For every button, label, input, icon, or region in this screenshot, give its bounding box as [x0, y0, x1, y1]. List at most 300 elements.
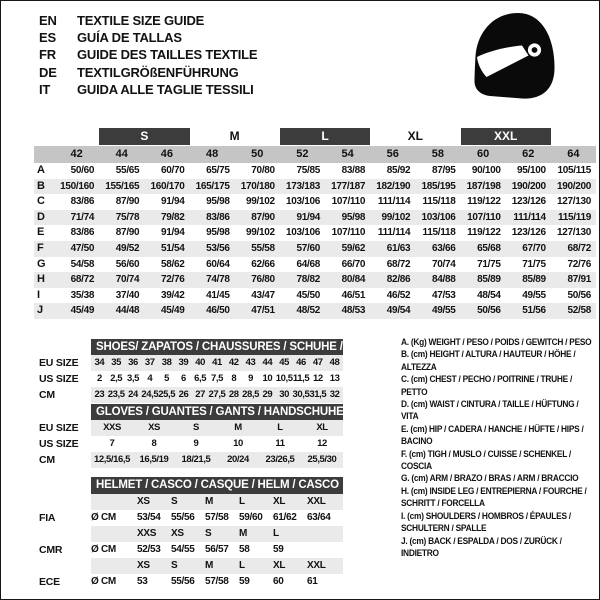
language-code: IT [39, 81, 51, 97]
helmet-size-cell: XS [137, 496, 150, 507]
helmet-size-cell: L [273, 528, 279, 539]
measurement-cell: 76/80 [251, 274, 275, 286]
value-cell: 23,5 [107, 389, 125, 400]
measurement-cell: 53/56 [206, 242, 230, 254]
measurement-cell: 111/114 [377, 227, 411, 239]
value-cell: 48 [329, 357, 340, 368]
sizes-cells [91, 558, 343, 574]
measurement-cell: 70/74 [115, 274, 140, 286]
measurement-cell: 74/78 [206, 274, 230, 286]
legend-item: E. (cm) HIP / CADERA / HANCHE / HÜFTE / HIPS / BACINO [401, 423, 584, 448]
unit-spacer [91, 494, 137, 510]
measurement-cell: 49/55 [522, 289, 546, 301]
measurement-cell: 62/66 [251, 258, 275, 270]
circumference-cell: 53/54 [137, 512, 161, 523]
measurement-cell: 107/110 [331, 196, 366, 208]
value-cell: 39 [178, 357, 189, 368]
value-cell: 35 [111, 357, 122, 368]
helmet-size-cell: XXL [307, 496, 326, 507]
helmet-size-cell: XS [171, 528, 184, 539]
measurement-cell: 187/198 [466, 180, 501, 192]
value-cell: 3,5 [126, 373, 139, 384]
measurement-cell: 85/89 [477, 274, 501, 286]
measurement-cell: 99/102 [381, 211, 411, 223]
size-number-cell: 54 [341, 148, 354, 160]
value-cell: XXS [103, 422, 121, 433]
sub-row-us-size [35, 371, 343, 387]
measurement-cell: 84/88 [431, 274, 456, 286]
measurement-cell: 50/56 [567, 289, 591, 301]
legend-item: F. (cm) TIGH / MUSLO / CUISSE / SCHENKEL / COSCIA [401, 448, 571, 473]
measurement-row-i [34, 288, 596, 304]
value-cell: 42 [228, 357, 239, 368]
measurement-cell: 46/50 [206, 305, 230, 317]
language-label: GUÍA DE TALLAS [77, 30, 182, 46]
language-row [39, 81, 257, 98]
standard-cells [91, 510, 343, 526]
legend-item: D. (cm) WAIST / CINTURA / TAILLE / HÜFTUNG / VITA [401, 399, 579, 423]
measurement-cell: 99/102 [246, 227, 275, 239]
measurement-cell: 85/89 [522, 274, 546, 286]
circumference-cell: 59 [239, 576, 250, 587]
measurement-cell: 87/90 [251, 211, 275, 223]
row-cells [91, 452, 343, 468]
measurement-cell: 35/38 [70, 289, 95, 301]
row-label: EU SIZE [39, 357, 79, 369]
value-cell: 2,5 [110, 373, 123, 384]
measurement-cell: 177/187 [331, 180, 366, 192]
value-cell: 45 [279, 357, 290, 368]
standard-label: CMR [39, 544, 63, 556]
measurement-cell: 50/56 [477, 305, 501, 317]
measurement-row-d [34, 210, 596, 226]
row-label: CM [39, 454, 55, 466]
measurement-cell: 63/66 [431, 242, 456, 254]
value-cell: 4 [147, 373, 153, 384]
value-cell: 41 [212, 357, 222, 368]
measurement-cell: 51/54 [160, 242, 185, 254]
measurement-cell: 55/58 [251, 242, 275, 254]
measurement-cell: 107/110 [467, 211, 501, 223]
measurement-cell: 190/200 [511, 180, 546, 192]
size-number-cell: 64 [567, 148, 580, 160]
measurement-cell: 57/60 [296, 242, 320, 254]
value-cell: 29 [262, 389, 273, 400]
size-number-cell: 48 [205, 148, 219, 160]
language-label: GUIDA ALLE TAGLIE TESSILI [77, 81, 254, 97]
value-cell: L [277, 422, 283, 433]
sizes-cells [91, 494, 343, 510]
value-cell: 10,5 [275, 373, 293, 384]
legend-item: G. (cm) ARM / BRAZO / BRAS / ARM / BRACCIO [401, 473, 579, 485]
size-group-xxl: XXL [461, 128, 551, 145]
helmet-section [35, 477, 343, 590]
measurement-cell: 66/70 [341, 258, 366, 270]
measurement-cell: 91/94 [160, 196, 185, 208]
value-cell: 30,5 [292, 389, 310, 400]
value-cell: 18/21,5 [181, 454, 211, 465]
measurement-cell: 54/58 [70, 258, 95, 270]
legend-item: B. (cm) HEIGHT / ALTURA / HAUTEUR / HÖHE / ALTEZZA [401, 349, 576, 373]
measurement-cell: 44/48 [115, 305, 140, 317]
row-cells [91, 355, 343, 371]
helmet-sizes-row [35, 526, 343, 542]
size-number-cell: 50 [251, 148, 264, 160]
measurement-cell: 83/88 [341, 165, 366, 176]
circumference-cell: 55/56 [171, 512, 195, 523]
value-cell: 47 [312, 357, 323, 368]
measurement-cell: 83/86 [206, 211, 230, 223]
size-number-cell: 60 [476, 148, 490, 160]
value-cell: 12 [317, 438, 327, 449]
gloves-section [35, 404, 396, 468]
value-cell: 6,5 [194, 373, 207, 384]
measurement-row-a [34, 163, 596, 179]
measurement-cell: 65/75 [206, 165, 230, 176]
measurement-row-g [34, 257, 596, 273]
value-cell: 36 [128, 357, 138, 368]
size-number-cell: 58 [431, 148, 445, 160]
measurement-cell: 71/75 [477, 258, 501, 270]
helmet-size-cell: M [239, 528, 248, 539]
helmet-size-cell [307, 526, 341, 542]
measurement-row-f [34, 241, 596, 257]
value-cell: 7,5 [210, 373, 223, 384]
measurement-cell: 87/90 [115, 196, 140, 208]
language-row [39, 12, 257, 29]
value-cell: 28,5 [242, 389, 260, 400]
measurement-cell: 70/74 [431, 258, 456, 270]
measurement-cell: 83/86 [70, 196, 95, 208]
row-letter: C [37, 195, 45, 208]
measurement-row-b [34, 179, 596, 195]
circumference-cell: 61/62 [273, 512, 297, 523]
value-cell: 43 [245, 357, 256, 368]
measurement-cell: 95/98 [206, 196, 230, 208]
measurement-cell: 52/58 [567, 305, 591, 317]
measurement-cell: 123/126 [511, 227, 546, 239]
measurement-cell: 47/51 [251, 305, 275, 317]
value-cell: 12 [312, 373, 323, 384]
helmet-size-cell: M [205, 496, 214, 507]
circumference-cell: 58 [239, 544, 250, 555]
row-cells [91, 420, 343, 436]
circumference-cell: 52/53 [137, 544, 161, 555]
measurement-cell: 64/68 [296, 258, 320, 270]
measurement-cell: 58/62 [160, 258, 185, 270]
measurement-cell: 48/53 [341, 305, 366, 317]
sub-row-cm [35, 452, 343, 468]
value-cell: 8 [231, 373, 237, 384]
helmet-table [35, 494, 343, 590]
row-label [35, 558, 91, 574]
value-cell: 25,5/30 [307, 454, 337, 465]
helmet-sizes-row [35, 558, 343, 574]
measurement-cell: 91/94 [296, 211, 320, 223]
measurement-cell: 47/50 [70, 242, 95, 254]
standard-label: ECE [39, 576, 60, 588]
value-cell: XS [148, 422, 160, 433]
measurement-cell: 127/130 [556, 227, 591, 239]
value-cell: 24,5 [141, 389, 159, 400]
measurement-cell: 56/60 [115, 258, 140, 270]
row-label [35, 494, 91, 510]
circumference-cell: 60 [273, 576, 284, 587]
sizes-cells [91, 526, 343, 542]
measurement-cell: 160/170 [150, 180, 185, 192]
row-letter: E [37, 226, 45, 239]
measurement-cell: 49/52 [115, 242, 140, 254]
value-cell: 30 [279, 389, 290, 400]
value-cell: 28 [228, 389, 239, 400]
language-row [39, 64, 257, 81]
row-letter: I [37, 288, 41, 301]
measurement-cell: 47/53 [431, 289, 456, 301]
row-cells [91, 387, 343, 403]
measurement-row-c [34, 194, 596, 210]
measurement-cell: 119/122 [467, 196, 501, 208]
measurement-cell: 50/60 [70, 165, 95, 176]
unit-spacer [91, 526, 137, 542]
measurement-cell: 49/54 [386, 305, 411, 317]
measurement-cell: 68/72 [386, 258, 411, 270]
shoes-section [35, 339, 393, 403]
measurement-legend [401, 337, 596, 560]
measurement-cell: 190/200 [556, 180, 591, 192]
value-cell: 23/26,5 [265, 454, 295, 465]
circumference-cell: 63/64 [307, 512, 331, 523]
measurement-cell: 91/94 [160, 227, 185, 239]
row-cells [91, 371, 343, 387]
measurement-cell: 78/82 [296, 274, 320, 286]
row-letter: J [37, 304, 44, 317]
size-group-m: M [229, 129, 240, 143]
measurement-cell: 115/118 [422, 196, 456, 208]
standard-cells [91, 542, 343, 558]
measurement-cell: 119/122 [467, 227, 501, 239]
measurement-cell: 170/180 [240, 180, 275, 192]
measurement-cell: 107/110 [331, 227, 366, 239]
gloves-table [35, 420, 343, 468]
helmet-size-cell: XS [137, 560, 150, 571]
helmet-size-cell: XXS [137, 528, 157, 539]
circumference-cell: 59 [273, 544, 284, 555]
measurement-cell: 87/95 [431, 165, 456, 176]
helmet-title-bar: HELMET / CASCO / CASQUE / HELM / CASCO [91, 477, 343, 494]
measurement-cell: 111/114 [513, 211, 546, 223]
measurement-cell: 95/98 [206, 227, 230, 239]
measurement-cell: 48/52 [296, 305, 320, 317]
helmet-standard-row-cmr [35, 542, 343, 558]
language-row [39, 29, 257, 46]
measurement-cell: 103/106 [421, 211, 456, 223]
measurement-cell: 46/51 [341, 289, 366, 301]
language-row [39, 46, 257, 63]
value-cell: 32 [329, 389, 340, 400]
legend-item: I. (cm) SHOULDERS / HOMBROS / ÉPAULES / SCHULTERN / SPALLE [401, 510, 571, 535]
circumference-cell: 57/58 [205, 576, 229, 587]
value-cell: S [193, 422, 199, 433]
size-number-cell: 44 [115, 148, 128, 160]
measurement-cell: 79/82 [160, 211, 185, 223]
value-cell: 10 [233, 438, 243, 449]
circumference-cell: 59/60 [239, 512, 263, 523]
sub-row-cm [35, 387, 343, 403]
measurement-cell: 111/114 [377, 196, 411, 208]
row-letter: D [37, 210, 45, 223]
measurement-cell: 72/76 [160, 274, 185, 286]
measurement-cell: 61/63 [386, 242, 411, 254]
measurement-cell: 83/86 [70, 227, 95, 239]
value-cell: 11 [275, 438, 285, 449]
measurement-cell: 70/80 [251, 165, 275, 176]
measurement-cell: 51/56 [522, 305, 546, 317]
language-code: EN [39, 13, 57, 28]
measurement-cell: 165/175 [195, 180, 230, 192]
sub-row-eu-size [35, 355, 343, 371]
circumference-cell: 55/56 [171, 576, 195, 587]
language-code: DE [39, 64, 57, 80]
legend-item: A. (Kg) WEIGHT / PESO / POIDS / GEWITCH / PESO [401, 337, 592, 348]
value-cell: 25,5 [158, 389, 176, 400]
value-cell: 20/24 [227, 454, 249, 465]
row-cells [91, 436, 343, 452]
language-label: TEXTILE SIZE GUIDE [77, 13, 205, 28]
value-cell: 46 [296, 357, 306, 368]
value-cell: 27 [195, 389, 206, 400]
legend-item: H. (cm) INSIDE LEG / ENTREPIERNA / FOURCHE / SCHRITT / FORCELLA [401, 485, 587, 510]
measurement-cell: 48/54 [477, 289, 501, 301]
visor-pivot-dot [532, 47, 538, 53]
size-group-l: L [280, 128, 370, 145]
row-letter: H [37, 273, 45, 286]
helmet-size-cell: XL [273, 496, 286, 507]
measurement-cell: 68/72 [70, 274, 95, 286]
circumference-cell: 54/55 [171, 544, 195, 555]
measurement-cell: 99/102 [246, 196, 275, 208]
measurement-cell: 71/75 [522, 258, 546, 270]
size-number-cell: 46 [160, 148, 174, 160]
helmet-size-cell: L [239, 560, 245, 571]
measurement-cell: 95/98 [341, 211, 366, 223]
size-group-row [34, 128, 596, 145]
measurement-cell: 45/50 [296, 289, 320, 301]
measurement-cell: 150/160 [60, 180, 95, 192]
corner-cell [34, 146, 54, 163]
row-label: US SIZE [39, 373, 79, 385]
legend-item: C. (cm) CHEST / PECHO / POITRINE / TRUHE / PETTO [401, 374, 573, 398]
row-label: EU SIZE [39, 422, 79, 434]
unit-cell: Ø CM [91, 576, 116, 587]
value-cell: 37 [144, 357, 155, 368]
value-cell: 12,5/16,5 [93, 454, 131, 465]
measurement-cell: 87/91 [567, 274, 591, 286]
value-cell: 31,5 [309, 389, 327, 400]
size-number-cell: 56 [386, 148, 399, 160]
value-cell: 9 [193, 438, 199, 449]
value-cell: 24 [128, 389, 138, 400]
measurement-cell: 55/65 [115, 165, 140, 176]
measurement-cell: 155/165 [105, 180, 140, 192]
measurement-cell: 67/70 [522, 242, 546, 254]
measurement-cell: 75/85 [296, 165, 320, 176]
value-cell: 27,5 [208, 389, 226, 400]
measurement-cell: 85/92 [386, 165, 411, 176]
value-cell: 9 [248, 373, 254, 384]
helmet-size-cell: S [171, 560, 178, 571]
measurement-cell: 68/72 [567, 242, 591, 254]
helmet-size-cell: M [205, 560, 214, 571]
shoes-title-bar: SHOES/ ZAPATOS / CHAUSSURES / SCHUHE / SCARPE [91, 339, 343, 355]
size-group-xl: XL [407, 129, 423, 143]
value-cell: 16,5/19 [139, 454, 169, 465]
measurement-cell: 103/106 [285, 227, 320, 239]
measurement-cell: 95/100 [517, 165, 546, 176]
size-number-row [34, 146, 596, 163]
measurement-cell: 90/100 [471, 165, 501, 176]
language-label: GUIDE DES TAILLES TEXTILE [77, 47, 258, 63]
measurement-cell: 115/119 [558, 211, 591, 223]
row-letter: A [37, 164, 45, 176]
standard-label: FIA [39, 512, 56, 524]
row-letter: F [37, 241, 44, 254]
measurement-cell: 115/118 [422, 227, 456, 239]
unit-cell: Ø CM [91, 512, 116, 523]
helmet-standard-row-ece [35, 574, 343, 590]
measurement-cell: 60/70 [160, 165, 185, 176]
value-cell: 23 [94, 389, 105, 400]
language-list [39, 12, 257, 98]
measurement-cell: 60/64 [206, 258, 230, 270]
helmet-icon [461, 6, 567, 106]
measurement-cell: 49/55 [431, 305, 456, 317]
size-group-s: S [99, 128, 189, 145]
measurement-cell: 185/195 [421, 180, 456, 192]
value-cell: 5 [164, 373, 170, 384]
unit-cell: Ø CM [91, 544, 116, 555]
sub-row-us-size [35, 436, 343, 452]
row-label: CM [39, 389, 55, 401]
circumference-cell: 53 [137, 576, 148, 587]
measurement-cell: 80/84 [341, 274, 366, 286]
value-cell: 38 [161, 357, 172, 368]
measurement-cell: 37/40 [115, 289, 140, 301]
size-number-cell: 42 [70, 148, 83, 160]
value-cell: 26 [178, 389, 189, 400]
measurement-cell: 41/45 [206, 289, 230, 301]
circumference-cell [307, 542, 341, 558]
measurement-row-e [34, 225, 596, 241]
unit-spacer [91, 558, 137, 574]
helmet-size-cell: S [205, 528, 212, 539]
helmet-size-cell: XXL [307, 560, 326, 571]
circumference-cell: 61 [307, 576, 318, 587]
value-cell: M [234, 422, 242, 433]
helmet-size-cell: XL [273, 560, 286, 571]
value-cell: 40 [195, 357, 206, 368]
language-code: ES [39, 30, 56, 46]
value-cell: 11,5 [292, 373, 310, 384]
measurement-cell: 123/126 [511, 196, 546, 208]
helmet-sizes-row [35, 494, 343, 510]
circumference-cell: 56/57 [205, 544, 229, 555]
helmet-size-cell: L [239, 496, 245, 507]
measurement-cell: 71/74 [70, 211, 95, 223]
measurement-cell: 87/90 [115, 227, 140, 239]
measurement-cell: 75/78 [115, 211, 140, 223]
language-code: FR [39, 47, 56, 63]
measurement-cell: 59/62 [341, 242, 366, 254]
